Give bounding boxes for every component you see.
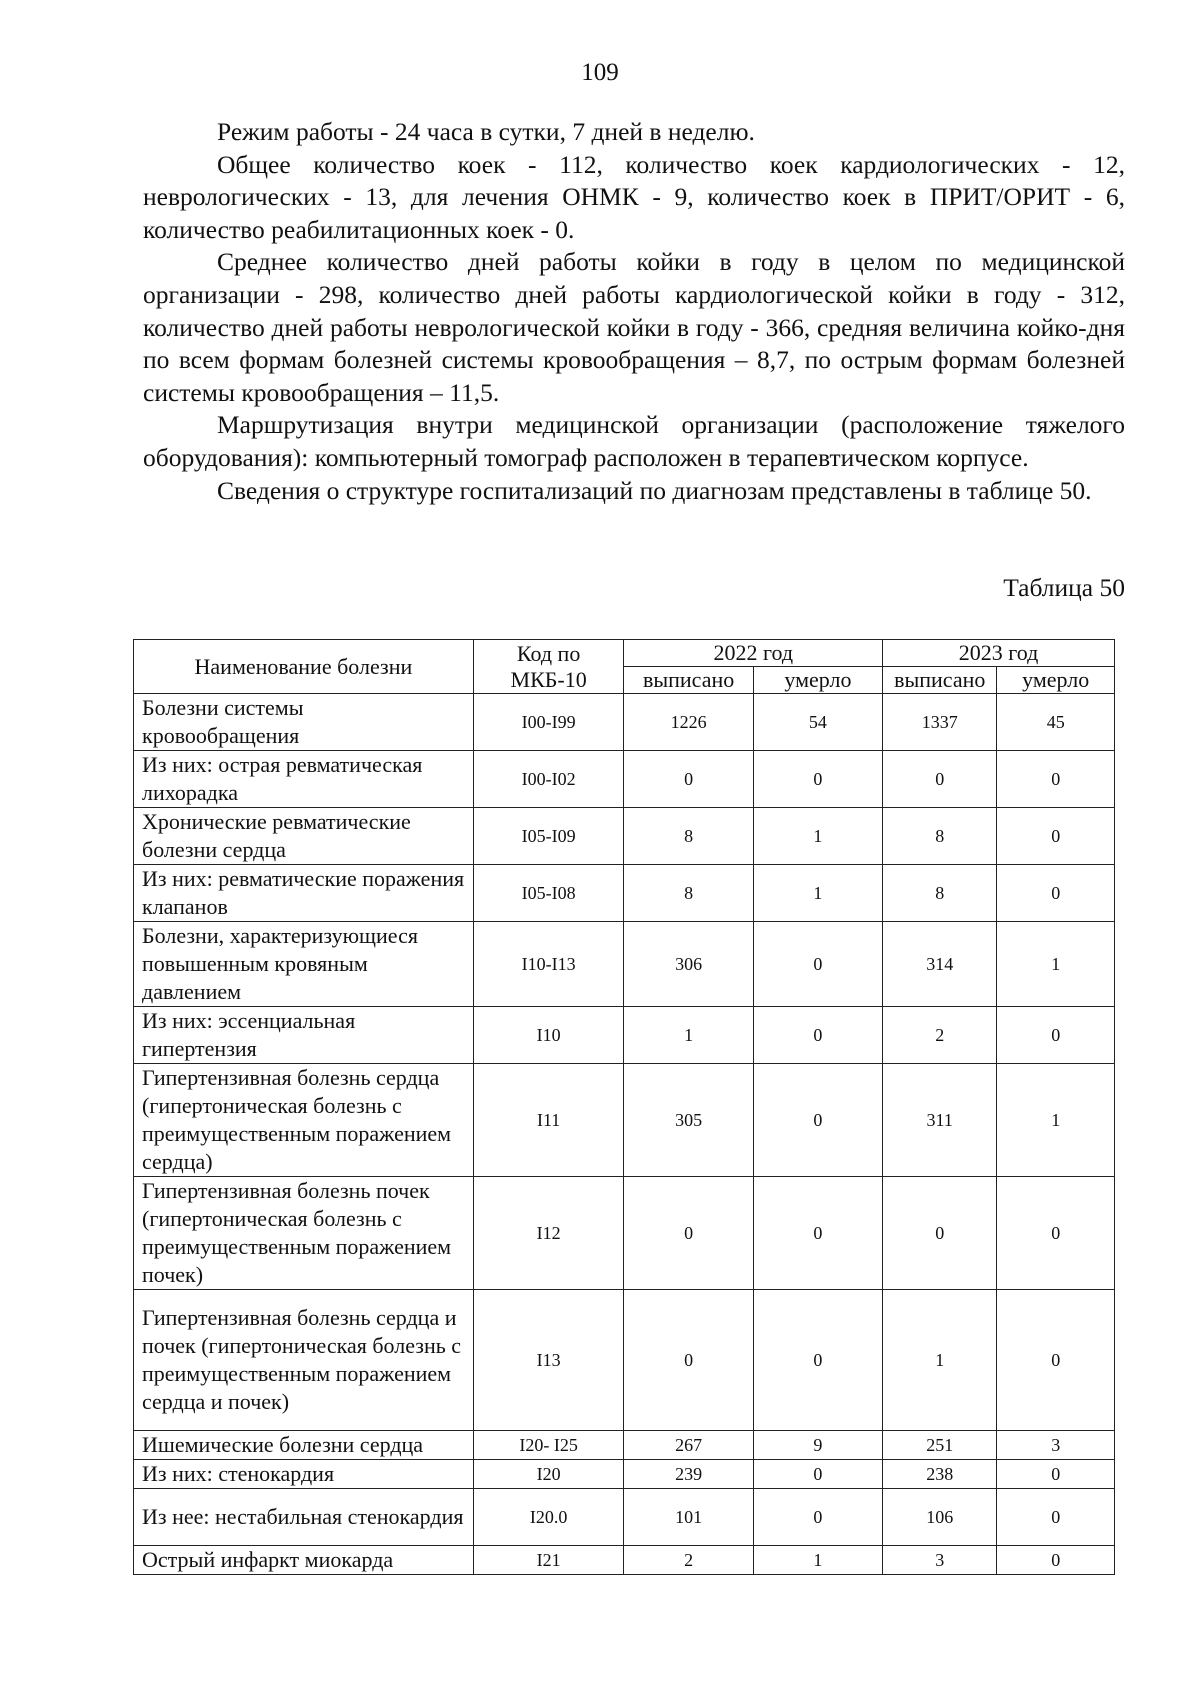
table-row	[134, 694, 1115, 751]
cell-2023-died: 3	[997, 1431, 1115, 1460]
cell-2023-discharged: 251	[883, 1431, 997, 1460]
cell-disease-name: Из них: ревматические поражения клапанов	[134, 865, 474, 922]
cell-2023-discharged: 238	[883, 1460, 997, 1489]
cell-2022-discharged: 8	[624, 865, 753, 922]
cell-icd-code: I20- I25	[473, 1431, 624, 1460]
cell-2022-discharged: 0	[624, 751, 753, 808]
cell-2022-died: 0	[753, 1007, 882, 1064]
header-2022-died: умерло	[753, 667, 882, 694]
cell-2023-discharged: 8	[883, 865, 997, 922]
cell-icd-code: I05-I08	[473, 865, 624, 922]
cell-2023-discharged: 106	[883, 1489, 997, 1546]
cell-2023-died: 45	[997, 694, 1115, 751]
cell-2022-died: 0	[753, 1460, 882, 1489]
table-row	[134, 1431, 1115, 1460]
cell-disease-name: Острый инфаркт миокарда	[134, 1546, 474, 1575]
table-row	[134, 1489, 1115, 1546]
table-row	[134, 865, 1115, 922]
header-year-2022: 2022 год	[624, 640, 883, 667]
cell-2022-died: 0	[753, 1064, 882, 1177]
cell-2023-died: 0	[997, 751, 1115, 808]
cell-icd-code: I10-I13	[473, 922, 624, 1007]
header-row-top	[134, 640, 1115, 667]
cell-2023-discharged: 314	[883, 922, 997, 1007]
header-2023-discharged: выписано	[883, 667, 997, 694]
paragraph-routing: Маршрутизация внутри медицинской организации (расположение тяжелого оборудования): компьютерный томограф расположен в терапевтическом корпусе.	[143, 410, 1125, 472]
body-text	[143, 116, 1125, 507]
cell-2022-discharged: 1	[624, 1007, 753, 1064]
table-row	[134, 1290, 1115, 1431]
cell-2023-discharged: 311	[883, 1064, 997, 1177]
cell-2022-discharged: 0	[624, 1290, 753, 1431]
cell-icd-code: I11	[473, 1064, 624, 1177]
header-2022-discharged: выписано	[624, 667, 753, 694]
header-disease-name: Наименование болезни	[134, 640, 474, 694]
header-icd-code: Код по МКБ-10	[473, 640, 624, 694]
cell-2022-died: 0	[753, 1177, 882, 1290]
cell-2022-died: 0	[753, 1290, 882, 1431]
page-number: 109	[581, 59, 619, 86]
cell-2023-discharged: 1	[883, 1290, 997, 1431]
cell-2022-died: 0	[753, 751, 882, 808]
table-row	[134, 1546, 1115, 1575]
cell-2022-discharged: 306	[624, 922, 753, 1007]
paragraph-beds: Общее количество коек - 112, количество коек кардиологических - 12, неврологических - 13, для лечения ОНМК - 9, количество коек в ПРИТ/ОРИТ - 6, количество реабилитационных коек - 0.	[143, 149, 1125, 244]
cell-2023-discharged: 0	[883, 751, 997, 808]
cell-icd-code: I00-I02	[473, 751, 624, 808]
cell-2022-discharged: 101	[624, 1489, 753, 1546]
cell-2022-discharged: 0	[624, 1177, 753, 1290]
cell-2023-discharged: 0	[883, 1177, 997, 1290]
cell-2022-died: 1	[753, 808, 882, 865]
cell-2023-died: 0	[997, 1489, 1115, 1546]
cell-2022-died: 1	[753, 865, 882, 922]
table-row	[134, 1460, 1115, 1489]
cell-icd-code: I00-I99	[473, 694, 624, 751]
cell-2023-died: 0	[997, 1460, 1115, 1489]
cell-disease-name: Из них: эссенциальная гипертензия	[134, 1007, 474, 1064]
header-2023-died: умерло	[997, 667, 1115, 694]
cell-icd-code: I10	[473, 1007, 624, 1064]
paragraph-schedule: Режим работы - 24 часа в сутки, 7 дней в неделю.	[217, 117, 755, 146]
cell-2023-died: 0	[997, 1546, 1115, 1575]
cell-icd-code: I20	[473, 1460, 624, 1489]
table-row	[134, 1064, 1115, 1177]
table-caption: Таблица 50	[1003, 573, 1125, 602]
cell-2023-discharged: 8	[883, 808, 997, 865]
cell-2023-discharged: 1337	[883, 694, 997, 751]
cell-2023-died: 1	[997, 1064, 1115, 1177]
cell-2023-died: 0	[997, 865, 1115, 922]
cell-2022-died: 0	[753, 1489, 882, 1546]
cell-2023-died: 0	[997, 1177, 1115, 1290]
cell-2022-died: 1	[753, 1546, 882, 1575]
paragraph-table-reference: Сведения о структуре госпитализаций по диагнозам представлены в таблице 50.	[217, 475, 1092, 505]
table-row	[134, 751, 1115, 808]
cell-disease-name: Гипертензивная болезнь сердца и почек (гипертоническая болезнь с преимущественным поражением сердца и почек)	[134, 1290, 474, 1431]
cell-2022-discharged: 305	[624, 1064, 753, 1177]
hospitalization-table	[133, 639, 1115, 1575]
cell-disease-name: Хронические ревматические болезни сердца	[134, 808, 474, 865]
cell-disease-name: Из них: стенокардия	[134, 1460, 474, 1489]
table-row	[134, 922, 1115, 1007]
cell-disease-name: Ишемические болезни сердца	[134, 1431, 474, 1460]
header-year-2023: 2023 год	[883, 640, 1115, 667]
table-row	[134, 808, 1115, 865]
cell-icd-code: I12	[473, 1177, 624, 1290]
paragraph-bed-days: Среднее количество дней работы койки в году в целом по медицинской организации - 298, количество дней работы кардиологической койки в году - 312, количество дней работы неврологической койки в году - 366, средняя величина койко-дня по всем формам болезней системы кровообращения – 8,7, по острым формам болезней системы кровообращения – 11,5.	[143, 247, 1125, 407]
cell-disease-name: Болезни, характеризующиеся повышенным кровяным давлением	[134, 922, 474, 1007]
cell-2023-died: 0	[997, 1290, 1115, 1431]
cell-2023-died: 1	[997, 922, 1115, 1007]
cell-disease-name: Гипертензивная болезнь почек (гипертоническая болезнь с преимущественным поражением почек)	[134, 1177, 474, 1290]
cell-2023-discharged: 3	[883, 1546, 997, 1575]
cell-icd-code: I05-I09	[473, 808, 624, 865]
cell-2022-discharged: 239	[624, 1460, 753, 1489]
cell-2022-died: 0	[753, 922, 882, 1007]
cell-icd-code: I21	[473, 1546, 624, 1575]
cell-2022-died: 54	[753, 694, 882, 751]
cell-2023-discharged: 2	[883, 1007, 997, 1064]
cell-2022-discharged: 8	[624, 808, 753, 865]
cell-2022-died: 9	[753, 1431, 882, 1460]
cell-2022-discharged: 2	[624, 1546, 753, 1575]
cell-disease-name: Из них: острая ревматическая лихорадка	[134, 751, 474, 808]
cell-2022-discharged: 267	[624, 1431, 753, 1460]
table-row	[134, 1177, 1115, 1290]
cell-disease-name: Гипертензивная болезнь сердца (гипертоническая болезнь с преимущественным поражением сердца)	[134, 1064, 474, 1177]
cell-disease-name: Болезни системы кровообращения	[134, 694, 474, 751]
table-row	[134, 1007, 1115, 1064]
cell-icd-code: I13	[473, 1290, 624, 1431]
cell-2022-discharged: 1226	[624, 694, 753, 751]
cell-icd-code: I20.0	[473, 1489, 624, 1546]
cell-disease-name: Из нее: нестабильная стенокардия	[134, 1489, 474, 1546]
cell-2023-died: 0	[997, 1007, 1115, 1064]
cell-2023-died: 0	[997, 808, 1115, 865]
